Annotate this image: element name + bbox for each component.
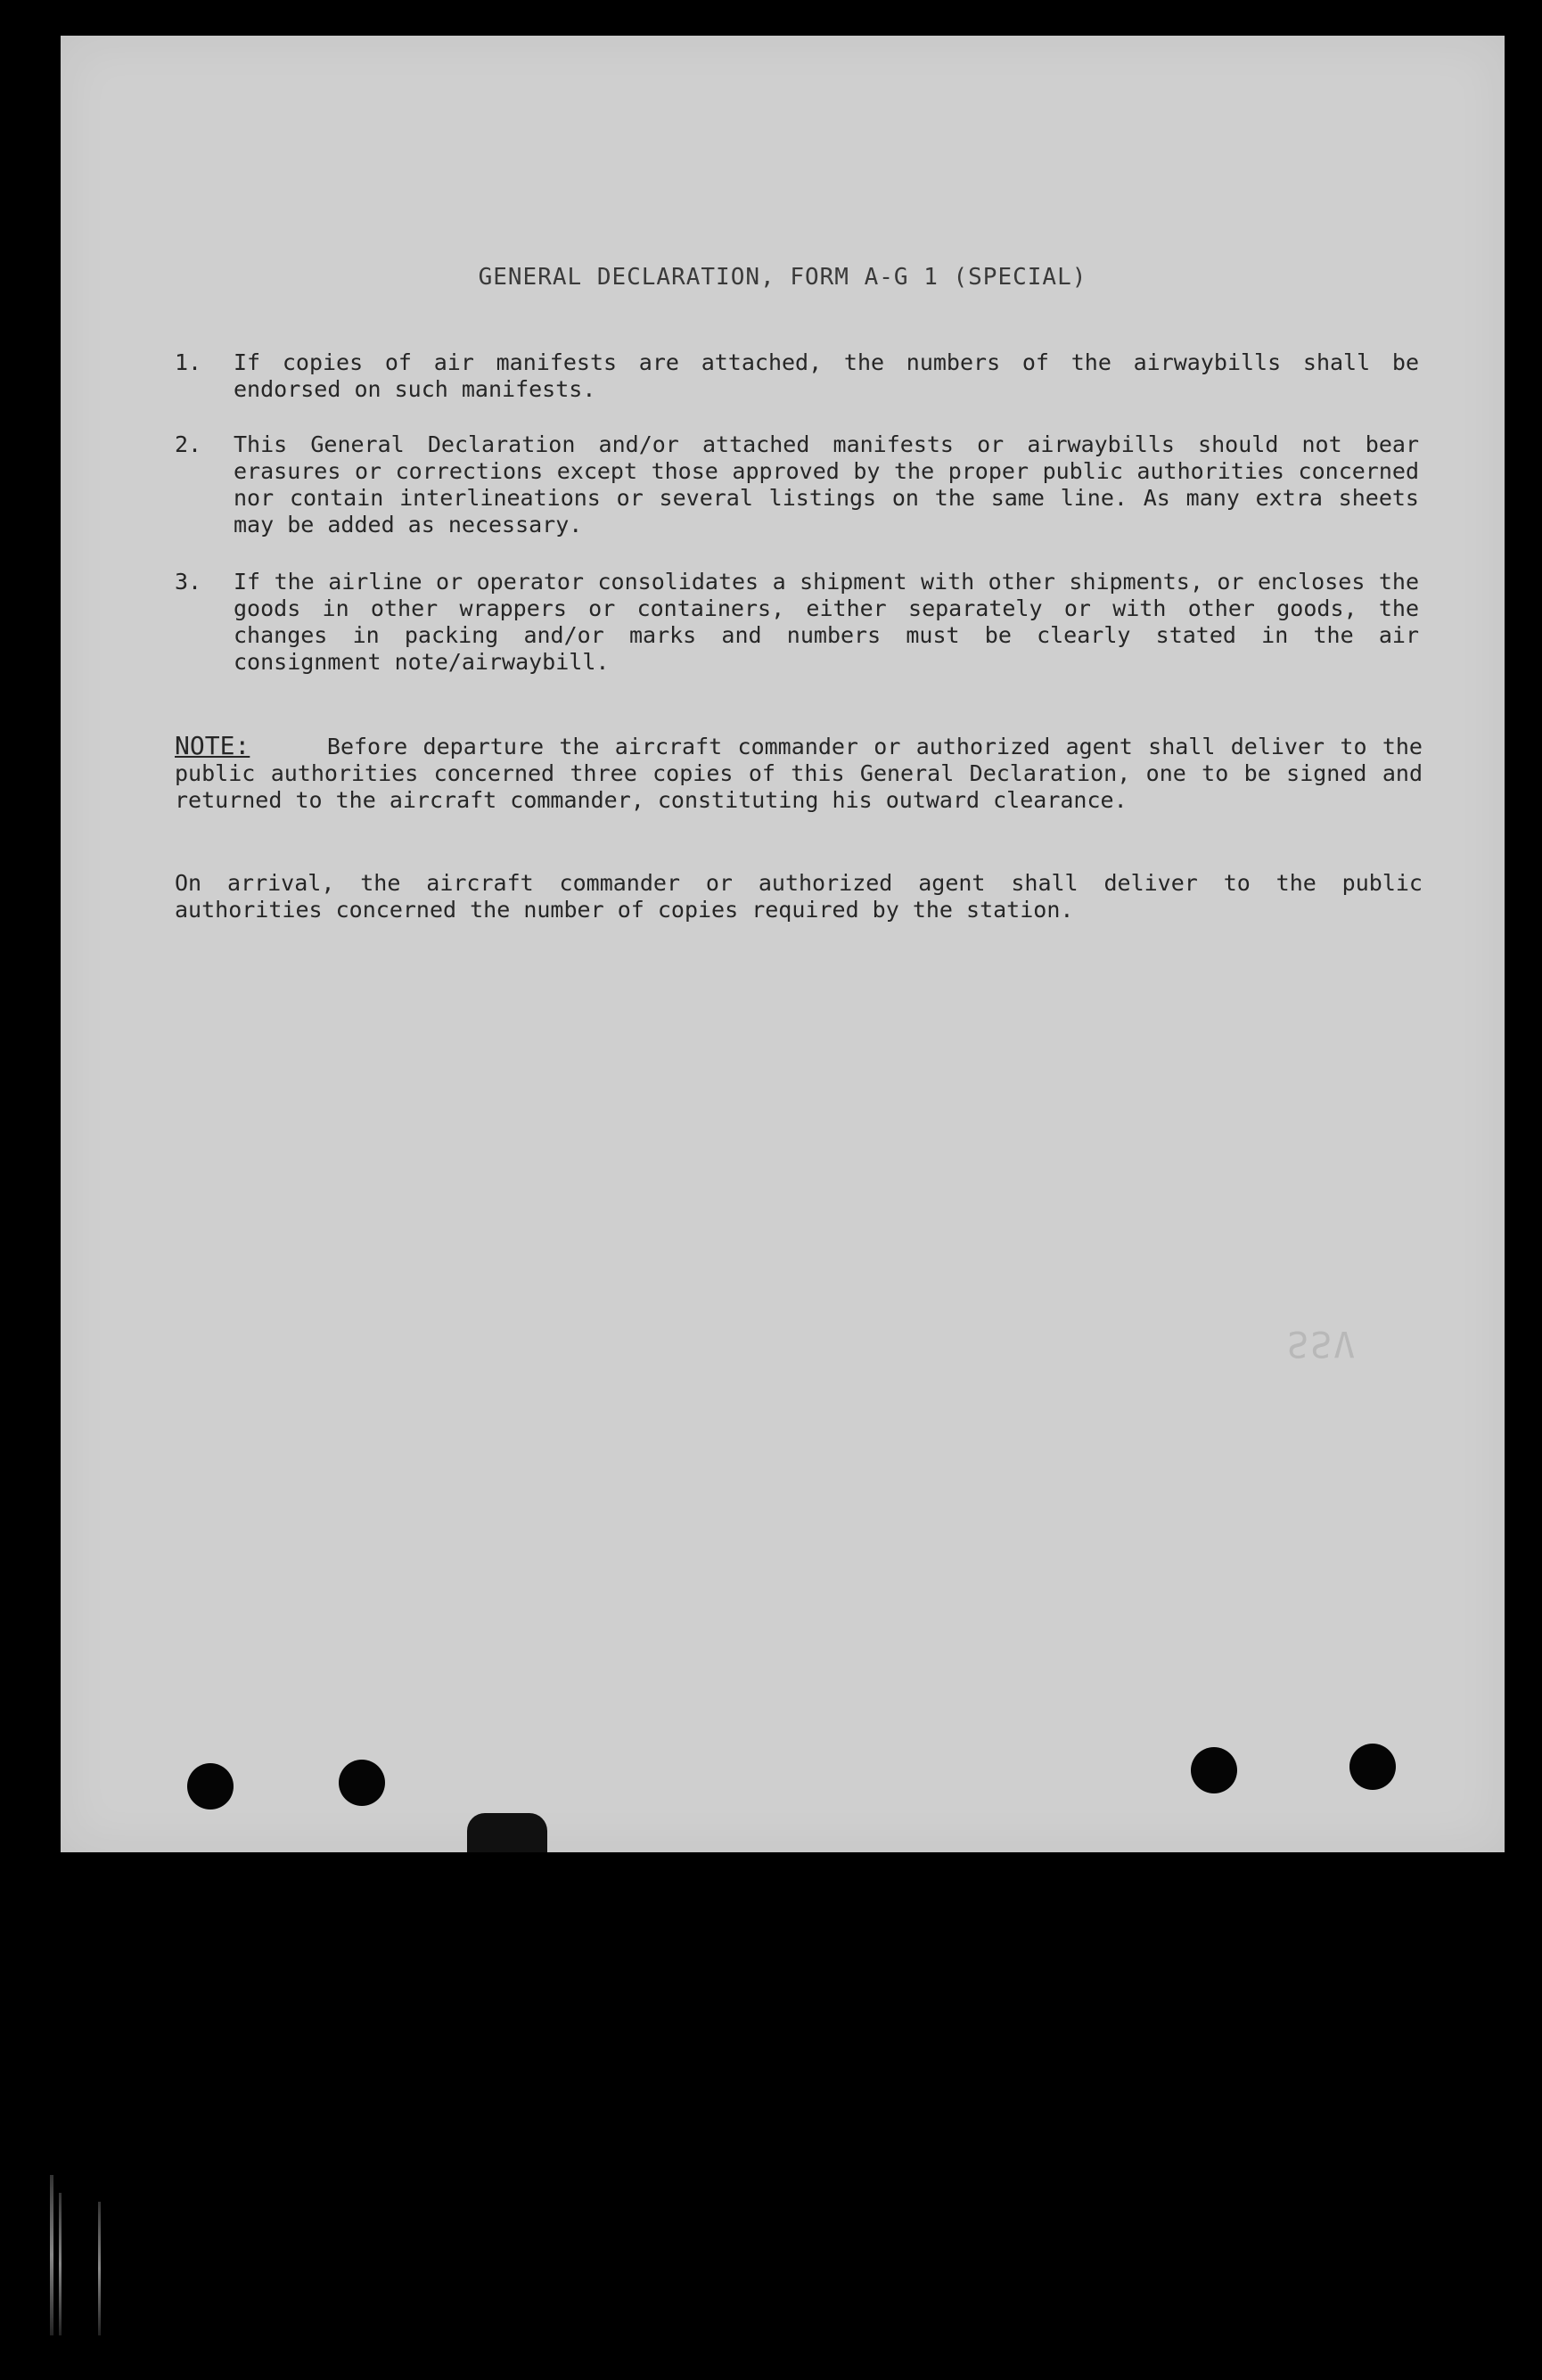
punch-hole <box>187 1763 234 1810</box>
document-page <box>61 36 1505 1852</box>
punch-hole <box>339 1760 385 1806</box>
item-text: This General Declaration and/or attached manifests or airwaybills should not bear erasures or corrections except those approved by the proper public authorities concerned nor contain interlineations or several listings on the same line. As many extra sheets may be added as necessary. <box>234 431 1419 538</box>
film-streak <box>98 2202 101 2335</box>
film-streak <box>59 2193 62 2335</box>
note-label: NOTE: <box>175 731 250 760</box>
punch-hole <box>1191 1747 1237 1793</box>
note-text: Before departure the aircraft commander or authorized agent shall deliver to the public authorities concerned three copies of this General Declaration, one to be signed and returned to the aircraft commander, constituting his outward clearance. <box>175 734 1423 813</box>
arrival-paragraph: On arrival, the aircraft commander or authorized agent shall deliver to the public authorities concerned the number of copies required by the station. <box>175 870 1423 923</box>
film-streak <box>50 2175 53 2335</box>
item-text: If copies of air manifests are attached, the numbers of the airwaybills shall be endorsed on such manifests. <box>234 349 1419 402</box>
ink-smudge <box>467 1813 547 1852</box>
item-number: 1. <box>175 349 202 375</box>
note-paragraph <box>175 733 1423 814</box>
punch-hole <box>1349 1744 1396 1790</box>
item-number: 3. <box>175 569 202 595</box>
item-number: 2. <box>175 431 202 457</box>
item-text: If the airline or operator consolidates a shipment with other shipments, or encloses the goods in other wrappers or containers, either separately or with other goods, the changes in packing and/or marks and numbers must be clearly stated in the air consignment note/airwaybill. <box>234 569 1419 675</box>
faint-stamp-mark: SSV <box>1287 1323 1357 1364</box>
document-title: GENERAL DECLARATION, FORM A-G 1 (SPECIAL) <box>478 264 1087 291</box>
